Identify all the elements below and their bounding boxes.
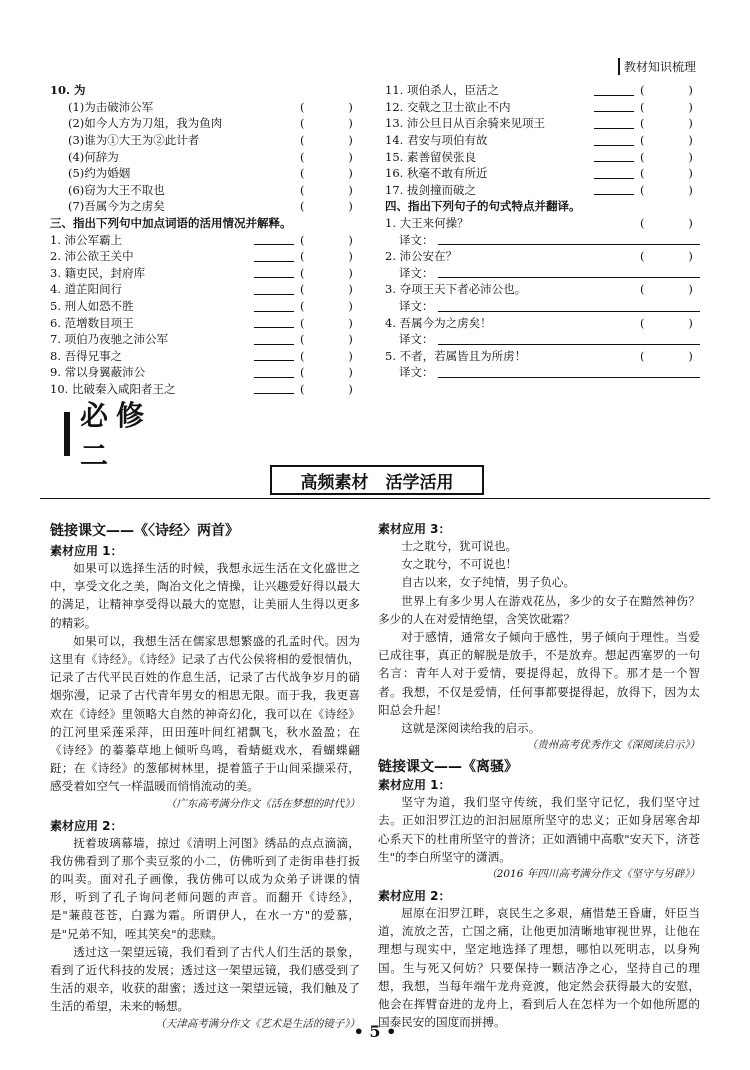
answer-parens[interactable]: ( ) — [300, 381, 353, 396]
answer-parens[interactable]: ( ) — [300, 299, 353, 314]
citation: （广东高考满分作文《活在梦想的时代》） — [165, 797, 360, 810]
paragraph: 抚着玻璃幕墙，掠过《清明上河图》绣品的点点滴滴，我仿佛看到了那个卖豆浆的小二，仿佛听到了走街串巷打扳的叫卖。面对孔子画像，我仿佛可以成为众弟子讲课的情形，听到了孔子询问老师问题的声音。而翻开《诗经》，是"蒹葭苍苍，白露为霜。所谓伊人，在水一方"的爱慕，是"兄弟不知，咥其笑矣"的悲赎。 — [50, 835, 360, 941]
exercise-text: 1. 沛公军霸上 — [50, 232, 123, 247]
answer-parens[interactable]: ( ) — [640, 216, 693, 231]
answer-blank[interactable] — [254, 284, 294, 295]
exercise-text: (3)谁为①大王为②此计者 — [68, 133, 200, 148]
answer-parens[interactable]: ( ) — [300, 199, 353, 214]
translation-blank[interactable] — [438, 334, 701, 345]
exercise-item — [50, 115, 360, 132]
answer-parens[interactable]: ( ) — [640, 133, 693, 148]
module-title: 必修二 — [64, 412, 182, 456]
top-left-column — [50, 82, 360, 397]
exercise-item — [385, 99, 700, 116]
material-app-title: 素材应用 2： — [50, 818, 123, 833]
exercise-text: 2. 沛公安在？ — [385, 249, 458, 264]
paragraph: 世界上有多少男人在游戏花丛，多少的女子在黯然神伤？多少的人在对爱情绝望，含笑饮砒霜？ — [378, 593, 700, 626]
exercise-text: 9. 常以身翼蔽沛公 — [50, 365, 146, 380]
answer-blank[interactable] — [254, 367, 294, 378]
answer-parens[interactable]: ( ) — [640, 282, 693, 297]
exercise-item — [50, 132, 360, 149]
exercise-item — [385, 348, 700, 365]
exercise-item — [50, 364, 360, 381]
exercise-text: 8. 吾得兄事之 — [50, 348, 123, 363]
answer-parens[interactable]: ( ) — [300, 282, 353, 297]
answer-parens[interactable]: ( ) — [300, 99, 353, 114]
exercise-text: 7. 项伯乃夜驰之沛公军 — [50, 332, 169, 347]
answer-blank[interactable] — [594, 135, 634, 146]
answer-parens[interactable]: ( ) — [300, 149, 353, 164]
exercise-item — [385, 115, 700, 132]
translation-blank[interactable] — [438, 367, 701, 378]
answer-parens[interactable]: ( ) — [640, 249, 693, 264]
material-app-title: 素材应用 2： — [378, 889, 451, 904]
link-heading-1: 链接课文——《〈诗经〉两首》 — [50, 523, 239, 539]
exercise-item — [385, 182, 700, 199]
translation-line — [385, 364, 700, 381]
paragraph: 如果可以选择生活的时候，我想永远生活在文化盛世之中，享受文化之美，陶冶文化之情操，让兴趣爱好得以最大的满足，让精神享受得以最大的宽慰，让美丽人生得以更多的精彩。 — [50, 561, 360, 630]
answer-parens[interactable]: ( ) — [300, 315, 353, 330]
answer-blank[interactable] — [254, 350, 294, 361]
exercise-text: 4. 吾属今为之虏矣！ — [385, 315, 492, 330]
answer-parens[interactable]: ( ) — [300, 265, 353, 280]
exercise-item — [50, 182, 360, 199]
exercise-text: 6. 范增数目项王 — [50, 315, 134, 330]
right-items — [385, 82, 700, 198]
paragraph: 这就是深阅读给我的启示。 — [401, 721, 541, 736]
section3-title: 三、指出下列句中加点词语的活用情况并解释。 — [50, 216, 292, 231]
citation: （天津高考满分作文《艺术是生活的镜子》） — [155, 1017, 360, 1030]
citation: （2016 年四川高考满分作文《坚守与另辟》） — [486, 868, 700, 881]
exercise-item — [50, 281, 360, 298]
answer-blank[interactable] — [594, 101, 634, 112]
exercise-text: (6)窃为大王不取也 — [68, 182, 165, 197]
exercise-item — [50, 348, 360, 365]
material-app-title: 素材应用 1： — [378, 778, 451, 793]
exercise-text: (2)如今人方为刀俎，我为鱼肉 — [68, 116, 223, 131]
material-app-title: 素材应用 1： — [50, 544, 123, 558]
exercise-text: (7)吾属今为之虏矣 — [68, 199, 165, 214]
answer-parens[interactable]: ( ) — [640, 149, 693, 164]
answer-parens[interactable]: ( ) — [300, 332, 353, 347]
exercise-item — [385, 132, 700, 149]
exercise-item — [50, 148, 360, 165]
answer-blank[interactable] — [594, 118, 634, 129]
paragraph: 如果可以，我想生活在儒家思想繁盛的孔孟时代。因为这里有《诗经》。《诗经》记录了古代公侯将相的爱恨情仇，记录了古代平民百姓的作息生活，记录了古代战争岁月的硝烟弥漫，记录了古代青年男女的相思无限。而于我，我更喜欢在《诗经》里领略大自然的神奇幻化，我可以在《诗经》的江河里采莲采萍，田田莲叶间红裙飘飞，秋水盈盈；在《诗经》的蓁蓁草地上倾听鸟鸣，看蜻蜓戏水，看蝴蝶翩跹；在《诗经》的葱郁树林里，提着篮子于山间采撷采苻，感受着如空气一样温暖而悄悄流动的美。 — [50, 633, 360, 794]
exercise-item — [385, 314, 700, 331]
exercise-item — [385, 281, 700, 298]
exercise-item — [50, 298, 360, 315]
answer-parens[interactable]: ( ) — [640, 166, 693, 181]
paragraph: 屈原在汨罗江畔，哀民生之多艰，痛惜楚王昏庸，奸臣当道，流放之苦，亡国之痛，让他更加清晰地审视世界，让他在理想与现实中，坚定地选择了理想，哪怕以死明志，以身殉国。生与死又何妨？只要保持一颗洁净之心，坚持自己的理想，我想，当每年端午龙舟竞渡，他定然会获得最大的安慰，他会在挥臂奋进的龙舟上，看到后人在怎样为一个如他所愿的国泰民安的国度而拼搏。 — [378, 906, 700, 1030]
exercise-text: 14. 君安与项伯有故 — [385, 133, 488, 148]
translation-label: 译文： — [399, 365, 434, 380]
answer-blank[interactable] — [254, 267, 294, 278]
section4-items — [385, 215, 700, 381]
section4-title: 四、指出下列句子的句式特点并翻译。 — [385, 199, 581, 214]
exercise-item — [385, 248, 700, 265]
answer-parens[interactable]: ( ) — [300, 365, 353, 380]
link-heading-2: 链接课文——《离骚》 — [378, 759, 518, 776]
exercise-text: (1)为击破沛公军 — [68, 99, 154, 114]
exercise-item — [50, 314, 360, 331]
answer-parens[interactable]: ( ) — [640, 315, 693, 330]
answer-parens[interactable]: ( ) — [300, 232, 353, 247]
exercise-item — [385, 215, 700, 232]
answer-blank[interactable] — [254, 383, 294, 394]
exercise-text: 5. 不者，若属皆且为所虏！ — [385, 348, 527, 363]
exercise-text: (4)何辞为 — [68, 149, 119, 164]
poem-line: 士之耽兮，犹可说也。 — [401, 539, 518, 553]
exercise-item — [385, 148, 700, 165]
section-tag: 教材知识梳理 — [618, 58, 696, 75]
translation-line — [385, 231, 700, 248]
exercise-item — [385, 82, 700, 99]
answer-parens[interactable]: ( ) — [300, 116, 353, 131]
page-number: • 5 • — [353, 1022, 397, 1041]
exercise-text: 16. 秋毫不敢有所近 — [385, 166, 488, 181]
answer-parens[interactable]: ( ) — [640, 348, 693, 363]
translation-label: 译文： — [399, 332, 434, 347]
exercise-text: 10. 比破秦入咸阳者王之 — [50, 381, 176, 396]
poem-line: 自古以来，女子纯情，男子负心。 — [401, 575, 576, 590]
answer-blank[interactable] — [594, 184, 634, 195]
exercise-item — [385, 165, 700, 182]
translation-blank[interactable] — [438, 234, 701, 245]
exercise-text: 2. 沛公欲王关中 — [50, 249, 134, 264]
exercise-item — [50, 248, 360, 265]
answer-parens[interactable]: ( ) — [640, 182, 693, 197]
answer-blank[interactable] — [254, 334, 294, 345]
translation-line — [385, 298, 700, 315]
answer-parens[interactable]: ( ) — [640, 83, 693, 98]
answer-blank[interactable] — [594, 85, 634, 96]
answer-parens[interactable]: ( ) — [300, 182, 353, 197]
exercise-item — [50, 198, 360, 215]
exercise-text: 12. 交戟之卫士欲止不内 — [385, 99, 511, 114]
translation-label: 译文： — [399, 232, 434, 247]
exercise-text: (5)约为婚姻 — [68, 166, 131, 181]
answer-blank[interactable] — [594, 151, 634, 162]
exercise-item — [50, 99, 360, 116]
answer-parens[interactable]: ( ) — [640, 116, 693, 131]
banner-title: 高频素材 活学活用 — [270, 465, 484, 495]
answer-blank[interactable] — [254, 251, 294, 262]
q10-items — [50, 99, 360, 215]
answer-parens[interactable]: ( ) — [300, 348, 353, 363]
paragraph: 坚守为道，我们坚守传统，我们坚守记忆，我们坚守过去。正如汨罗江边的汩汩屈原所坚守的忠义；正如身居寒舍却心系天下的杜甫所坚守的普济；正如酒铺中高歌"安天下，济苍生"的李白所坚守的潇洒。 — [378, 795, 700, 864]
translation-label: 译文： — [399, 265, 434, 280]
exercise-text: 13. 沛公旦日从百余骑来见项王 — [385, 116, 545, 131]
exercise-item — [50, 165, 360, 182]
citation: （贵州高考优秀作文《深阅读启示》） — [526, 739, 700, 752]
answer-blank[interactable] — [594, 168, 634, 179]
exercise-text: 3. 籍吏民，封府库 — [50, 265, 146, 280]
exercise-item — [50, 265, 360, 282]
translation-blank[interactable] — [438, 267, 701, 278]
exercise-text: 17. 拔剑撞而破之 — [385, 182, 476, 197]
paragraph: 对于感情，通常女子倾向于感性，男子倾向于理性。当爱已成往事，真正的解脱是放手，不是放弃。想起西塞罗的一句名言：青年人对于爱情，要提得起，放得下。那才是一个智者。我想，不仅是爱情，任何事都要提得起，放得下，因为太阳总会升起！ — [378, 630, 700, 717]
lower-left-column — [50, 520, 360, 1031]
exercise-text: 1. 大王来何操？ — [385, 216, 469, 231]
exercise-text: 3. 夺项王天下者必沛公也。 — [385, 282, 527, 297]
answer-parens[interactable]: ( ) — [300, 133, 353, 148]
banner-divider — [40, 498, 710, 499]
answer-parens[interactable]: ( ) — [300, 166, 353, 181]
translation-line — [385, 265, 700, 282]
q10-title: 10. 为 — [50, 83, 86, 98]
translation-blank[interactable] — [438, 301, 701, 312]
exercise-text: 15. 素善留侯张良 — [385, 149, 476, 164]
answer-blank[interactable] — [254, 301, 294, 312]
answer-blank[interactable] — [254, 234, 294, 245]
lower-right-column — [378, 520, 700, 1031]
answer-parens[interactable]: ( ) — [300, 249, 353, 264]
translation-label: 译文： — [399, 299, 434, 314]
exercise-text: 4. 道芷阳间行 — [50, 282, 123, 297]
exercise-item — [50, 331, 360, 348]
section3-items — [50, 231, 360, 397]
answer-parens[interactable]: ( ) — [640, 99, 693, 114]
exercise-text: 5. 刑人如恐不胜 — [50, 299, 134, 314]
translation-line — [385, 331, 700, 348]
exercise-text: 11. 项伯杀人，臣活之 — [385, 83, 499, 98]
paragraph: 透过这一架望远镜，我们看到了古代人们生活的景象，看到了近代科技的发展；透过这一架望远镜，我们感受到了生活的艰辛，收获的甜蜜；透过这一架望远镜，我们触及了生活的希望，未来的畅想。 — [50, 944, 360, 1014]
answer-blank[interactable] — [254, 317, 294, 328]
top-right-column — [385, 82, 700, 381]
poem-line: 女之耽兮，不可说也！ — [401, 557, 518, 572]
material-app-title: 素材应用 3： — [378, 522, 451, 536]
exercise-item — [50, 231, 360, 248]
